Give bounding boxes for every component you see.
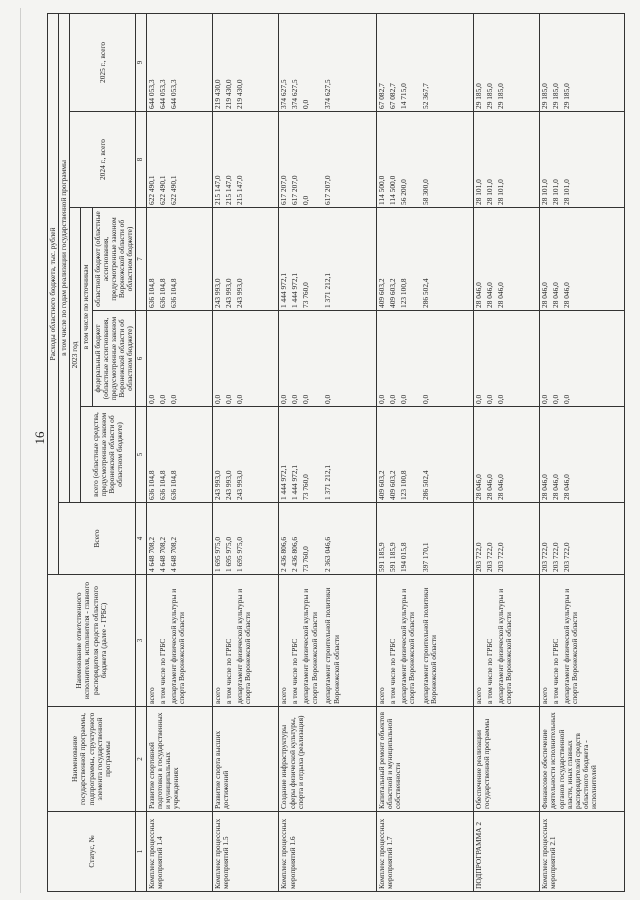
cell-y2025 xyxy=(474,13,540,111)
value-line: 114 500,0 xyxy=(387,175,397,205)
cell-executor xyxy=(540,575,625,707)
value-line: 409 603,2 xyxy=(376,470,386,500)
value-line: 28 101,0 xyxy=(540,179,550,205)
value-line: 215 147,0 xyxy=(224,175,234,205)
value-line: 73 760,0 xyxy=(301,546,311,572)
value-line: 203 722,0 xyxy=(551,542,561,572)
cell-y2024 xyxy=(146,112,212,208)
value-line: 123 100,8 xyxy=(398,470,408,500)
cell-y2025 xyxy=(540,13,625,111)
value-line: 203 722,0 xyxy=(562,542,572,572)
cell-federal xyxy=(540,311,625,407)
value-line: 28 046,0 xyxy=(496,282,506,308)
value-line: 622 490,1 xyxy=(168,175,178,205)
cell-y2025 xyxy=(213,13,279,111)
value-line: 28 046,0 xyxy=(474,474,484,500)
value-line: 203 722,0 xyxy=(496,542,506,572)
header-total: Всего xyxy=(59,503,136,575)
executor-line: департамент физической культуры и спорта Воронежской области xyxy=(168,588,187,704)
row-name: Развитие спорта высших достижений xyxy=(213,707,279,812)
row-status: Комплекс процессных мероприятий 1.5 xyxy=(213,812,279,892)
cell-federal xyxy=(474,311,540,407)
value-line: 0,0 xyxy=(301,195,311,205)
value-line: 2 436 806,6 xyxy=(279,536,289,572)
executor-line: всего xyxy=(213,687,223,704)
value-line: 203 722,0 xyxy=(474,542,484,572)
table-row xyxy=(474,13,540,891)
value-line: 0,0 xyxy=(235,394,245,404)
value-line: 29 185,0 xyxy=(551,83,561,109)
value-line: 56 200,0 xyxy=(398,179,408,205)
header-year-2024: 2024 г., всего xyxy=(70,112,136,208)
value-line: 28 046,0 xyxy=(551,474,561,500)
cell-total xyxy=(279,503,376,575)
value-line: 28 101,0 xyxy=(485,179,495,205)
cell-regional xyxy=(279,208,376,311)
value-line: 4 648 708,2 xyxy=(157,536,167,572)
value-line: 0,0 xyxy=(290,394,300,404)
column-number: 3 xyxy=(136,575,147,707)
executor-line: департамент физической культуры и спорта Воронежской области xyxy=(562,588,580,704)
cell-federal xyxy=(279,311,376,407)
cell-total xyxy=(376,503,473,575)
value-line: 0,0 xyxy=(213,394,223,404)
table-row xyxy=(146,13,212,891)
cell-all xyxy=(213,407,279,503)
cell-y2024 xyxy=(279,112,376,208)
value-line: 114 500,0 xyxy=(376,175,386,205)
value-line: 0,0 xyxy=(485,394,495,404)
value-line: 644 053,3 xyxy=(168,79,178,109)
value-line: 374 627,5 xyxy=(290,79,300,109)
row-name: Развитие спортивной подготовки в государственных и муниципальных учреждениях xyxy=(146,707,212,812)
executor-line: всего xyxy=(474,687,484,704)
executor-line: департамент строительной политики Воронежской области xyxy=(323,587,341,704)
value-line: 14 715,0 xyxy=(398,83,408,109)
value-line: 286 502,4 xyxy=(420,278,430,308)
value-line: 52 367,7 xyxy=(420,83,430,109)
row-name: Финансовое обеспечение деятельности исполнительных органов государственной власти, иных главных распорядителей средств областного бюджета - исполнителей xyxy=(540,707,625,812)
value-line: 1 695 975,0 xyxy=(213,536,223,572)
cell-federal xyxy=(213,311,279,407)
cell-all xyxy=(279,407,376,503)
cell-executor xyxy=(146,575,212,707)
cell-regional xyxy=(146,208,212,311)
value-line: 0,0 xyxy=(562,394,572,404)
value-line: 286 502,4 xyxy=(420,470,430,500)
value-line: 622 490,1 xyxy=(157,175,167,205)
executor-line: в том числе по ГРБС xyxy=(290,638,300,704)
value-line: 28 046,0 xyxy=(485,474,495,500)
executor-line: всего xyxy=(146,687,156,704)
value-line: 194 015,8 xyxy=(398,542,408,572)
cell-executor xyxy=(376,575,473,707)
value-line: 0,0 xyxy=(157,394,167,404)
value-line: 1 444 972,1 xyxy=(279,464,289,500)
value-line: 1 371 212,1 xyxy=(323,464,333,500)
header-federal: федеральный бюджет (областные ассигнования, предусмотренные законом Воронежской области об областном бюджете) xyxy=(92,311,136,407)
cell-executor xyxy=(213,575,279,707)
executor-line: в том числе по ГРБС xyxy=(387,638,397,704)
value-line: 636 104,8 xyxy=(146,278,156,308)
cell-federal xyxy=(376,311,473,407)
header-year-2023: 2023 год xyxy=(70,208,81,503)
cell-y2024 xyxy=(213,112,279,208)
value-line: 28 046,0 xyxy=(540,474,550,500)
value-line: 28 046,0 xyxy=(540,282,550,308)
header-name: Наименование государственной программы, подпрограммы, структурного элемента государственной программы xyxy=(48,707,136,812)
value-line: 617 207,0 xyxy=(323,175,333,205)
value-line: 28 101,0 xyxy=(496,179,506,205)
cell-regional xyxy=(213,208,279,311)
cell-executor xyxy=(279,575,376,707)
cell-regional xyxy=(376,208,473,311)
value-line: 67 082,7 xyxy=(376,83,386,109)
table-row xyxy=(376,13,473,891)
value-line: 1 444 972,1 xyxy=(290,464,300,500)
value-line: 0,0 xyxy=(301,394,311,404)
value-line: 0,0 xyxy=(387,394,397,404)
value-line: 1 444 972,1 xyxy=(290,272,300,308)
value-line: 243 993,0 xyxy=(224,278,234,308)
value-line: 636 104,8 xyxy=(157,470,167,500)
cell-all xyxy=(376,407,473,503)
value-line: 636 104,8 xyxy=(157,278,167,308)
header-regional: областной бюджет (областные ассигнования, предусмотренные законом Воронежской области об областном бюджете) xyxy=(92,208,136,311)
value-line: 622 490,1 xyxy=(146,175,156,205)
value-line: 617 207,0 xyxy=(279,175,289,205)
executor-line: в том числе по ГРБС xyxy=(157,638,167,704)
value-line: 67 082,7 xyxy=(387,83,397,109)
value-line: 29 185,0 xyxy=(540,83,550,109)
value-line: 409 603,2 xyxy=(376,278,386,308)
budget-table xyxy=(47,13,625,892)
value-line: 2 363 046,6 xyxy=(323,536,333,572)
value-line: 28 046,0 xyxy=(562,474,572,500)
cell-total xyxy=(540,503,625,575)
column-number: 6 xyxy=(136,311,147,407)
value-line: 617 207,0 xyxy=(290,175,300,205)
value-line: 2 436 806,6 xyxy=(290,536,300,572)
cell-executor xyxy=(474,575,540,707)
cell-total xyxy=(213,503,279,575)
row-status: Комплекс процессных мероприятий 2.1 xyxy=(540,812,625,892)
value-line: 0,0 xyxy=(301,99,311,109)
value-line: 0,0 xyxy=(540,394,550,404)
value-line: 409 603,2 xyxy=(387,470,397,500)
cell-all xyxy=(540,407,625,503)
header-all-2023: всего (областные средства, предусмотренные законом Воронежской области об областном бюджете) xyxy=(81,407,136,503)
value-line: 58 300,0 xyxy=(420,179,430,205)
executor-line: департамент физической культуры и спорта Воронежской области xyxy=(496,588,514,704)
executor-line: департамент строительной политики Воронежской области xyxy=(420,587,438,704)
value-line: 243 993,0 xyxy=(213,470,223,500)
value-line: 73 760,0 xyxy=(301,282,311,308)
column-number: 8 xyxy=(136,112,147,208)
value-line: 0,0 xyxy=(398,394,408,404)
value-line: 123 100,8 xyxy=(398,278,408,308)
value-line: 28 046,0 xyxy=(562,282,572,308)
value-line: 28 046,0 xyxy=(474,282,484,308)
value-line: 28 101,0 xyxy=(562,179,572,205)
page-number: 16 xyxy=(32,431,47,445)
value-line: 1 444 972,1 xyxy=(279,272,289,308)
value-line: 0,0 xyxy=(376,394,386,404)
row-status: Комплекс процессных мероприятий 1.6 xyxy=(279,812,376,892)
cell-federal xyxy=(146,311,212,407)
row-status: Комплекс процессных мероприятий 1.4 xyxy=(146,812,212,892)
value-line: 215 147,0 xyxy=(235,175,245,205)
executor-line: в том числе по ГРБС xyxy=(485,638,495,704)
cell-all xyxy=(474,407,540,503)
table-row xyxy=(279,13,376,891)
executor-line: всего xyxy=(279,687,289,704)
column-number-row xyxy=(136,13,147,891)
value-line: 636 104,8 xyxy=(146,470,156,500)
cell-y2024 xyxy=(474,112,540,208)
value-line: 0,0 xyxy=(224,394,234,404)
value-line: 219 430,0 xyxy=(235,79,245,109)
value-line: 29 185,0 xyxy=(562,83,572,109)
value-line: 0,0 xyxy=(168,394,178,404)
executor-line: департамент физической культуры и спорта Воронежской области xyxy=(301,588,319,704)
cell-regional xyxy=(540,208,625,311)
column-number: 1 xyxy=(136,812,147,892)
executor-line: департамент физической культуры и спорта Воронежской области xyxy=(398,588,416,704)
executor-line: всего xyxy=(376,687,386,704)
value-line: 636 104,8 xyxy=(168,278,178,308)
cell-y2025 xyxy=(146,13,212,111)
value-line: 397 170,1 xyxy=(420,542,430,572)
page-edge-line xyxy=(20,8,21,893)
column-number: 7 xyxy=(136,208,147,311)
table-row xyxy=(540,13,625,891)
value-line: 29 185,0 xyxy=(496,83,506,109)
value-line: 29 185,0 xyxy=(474,83,484,109)
value-line: 1 695 975,0 xyxy=(224,536,234,572)
value-line: 243 993,0 xyxy=(224,470,234,500)
value-line: 636 104,8 xyxy=(168,470,178,500)
value-line: 219 430,0 xyxy=(224,79,234,109)
value-line: 203 722,0 xyxy=(485,542,495,572)
cell-regional xyxy=(474,208,540,311)
column-number: 4 xyxy=(136,503,147,575)
cell-all xyxy=(146,407,212,503)
value-line: 4 648 708,2 xyxy=(168,536,178,572)
value-line: 243 993,0 xyxy=(213,278,223,308)
rotated-table-container xyxy=(47,14,625,892)
table-row xyxy=(213,13,279,891)
value-line: 0,0 xyxy=(146,394,156,404)
value-line: 591 185,9 xyxy=(376,542,386,572)
value-line: 1 695 975,0 xyxy=(235,536,245,572)
cell-y2025 xyxy=(279,13,376,111)
value-line: 644 053,3 xyxy=(146,79,156,109)
value-line: 0,0 xyxy=(474,394,484,404)
column-number: 9 xyxy=(136,13,147,111)
value-line: 374 627,5 xyxy=(323,79,333,109)
executor-line: в том числе по ГРБС xyxy=(224,638,234,704)
header-expenses-group: Расходы областного бюджета, тыс. рублей xyxy=(48,13,59,574)
cell-y2024 xyxy=(376,112,473,208)
header-year-2025: 2025 г., всего xyxy=(70,13,136,111)
value-line: 0,0 xyxy=(420,394,430,404)
row-status: ПОДПРОГРАММА 2 xyxy=(474,812,540,892)
cell-total xyxy=(146,503,212,575)
header-status: Статус, № xyxy=(48,812,136,892)
column-number: 2 xyxy=(136,707,147,812)
row-status: Комплекс процессных мероприятий 1.7 xyxy=(376,812,473,892)
column-number: 5 xyxy=(136,407,147,503)
value-line: 409 603,2 xyxy=(387,278,397,308)
value-line: 644 053,3 xyxy=(157,79,167,109)
executor-line: в том числе по ГРБС xyxy=(551,638,561,704)
row-name: Капитальный ремонт объектов областной и муниципальной собственности xyxy=(376,707,473,812)
value-line: 219 430,0 xyxy=(213,79,223,109)
value-line: 215 147,0 xyxy=(213,175,223,205)
value-line: 29 185,0 xyxy=(485,83,495,109)
value-line: 591 185,9 xyxy=(387,542,397,572)
cell-y2025 xyxy=(376,13,473,111)
executor-line: всего xyxy=(540,687,550,704)
value-line: 0,0 xyxy=(323,394,333,404)
cell-total xyxy=(474,503,540,575)
value-line: 28 101,0 xyxy=(474,179,484,205)
header-executor: Наименование ответственного исполнителя, исполнителя - главного распорядителя средств областного бюджета (далее - ГРБС) xyxy=(48,575,136,707)
value-line: 243 993,0 xyxy=(235,278,245,308)
value-line: 0,0 xyxy=(496,394,506,404)
executor-line: департамент физической культуры и спорта Воронежской области xyxy=(235,588,253,704)
value-line: 28 046,0 xyxy=(496,474,506,500)
value-line: 0,0 xyxy=(279,394,289,404)
value-line: 0,0 xyxy=(551,394,561,404)
value-line: 374 627,5 xyxy=(279,79,289,109)
header-by-sources: в том числе по источникам xyxy=(81,208,92,407)
value-line: 203 722,0 xyxy=(540,542,550,572)
row-name: Создание инфраструктуры сферы физической культуры, спорта и отдыха (реализация) xyxy=(279,707,376,812)
header-by-years: в том числе по годам реализации государственной программы xyxy=(59,13,70,502)
value-line: 28 101,0 xyxy=(551,179,561,205)
value-line: 28 046,0 xyxy=(485,282,495,308)
value-line: 73 760,0 xyxy=(301,474,311,500)
table-body xyxy=(146,13,624,891)
value-line: 4 648 708,2 xyxy=(146,536,156,572)
cell-y2024 xyxy=(540,112,625,208)
value-line: 1 371 212,1 xyxy=(323,272,333,308)
row-name: Обеспечение реализации государственной программы xyxy=(474,707,540,812)
value-line: 243 993,0 xyxy=(235,470,245,500)
value-line: 28 046,0 xyxy=(551,282,561,308)
